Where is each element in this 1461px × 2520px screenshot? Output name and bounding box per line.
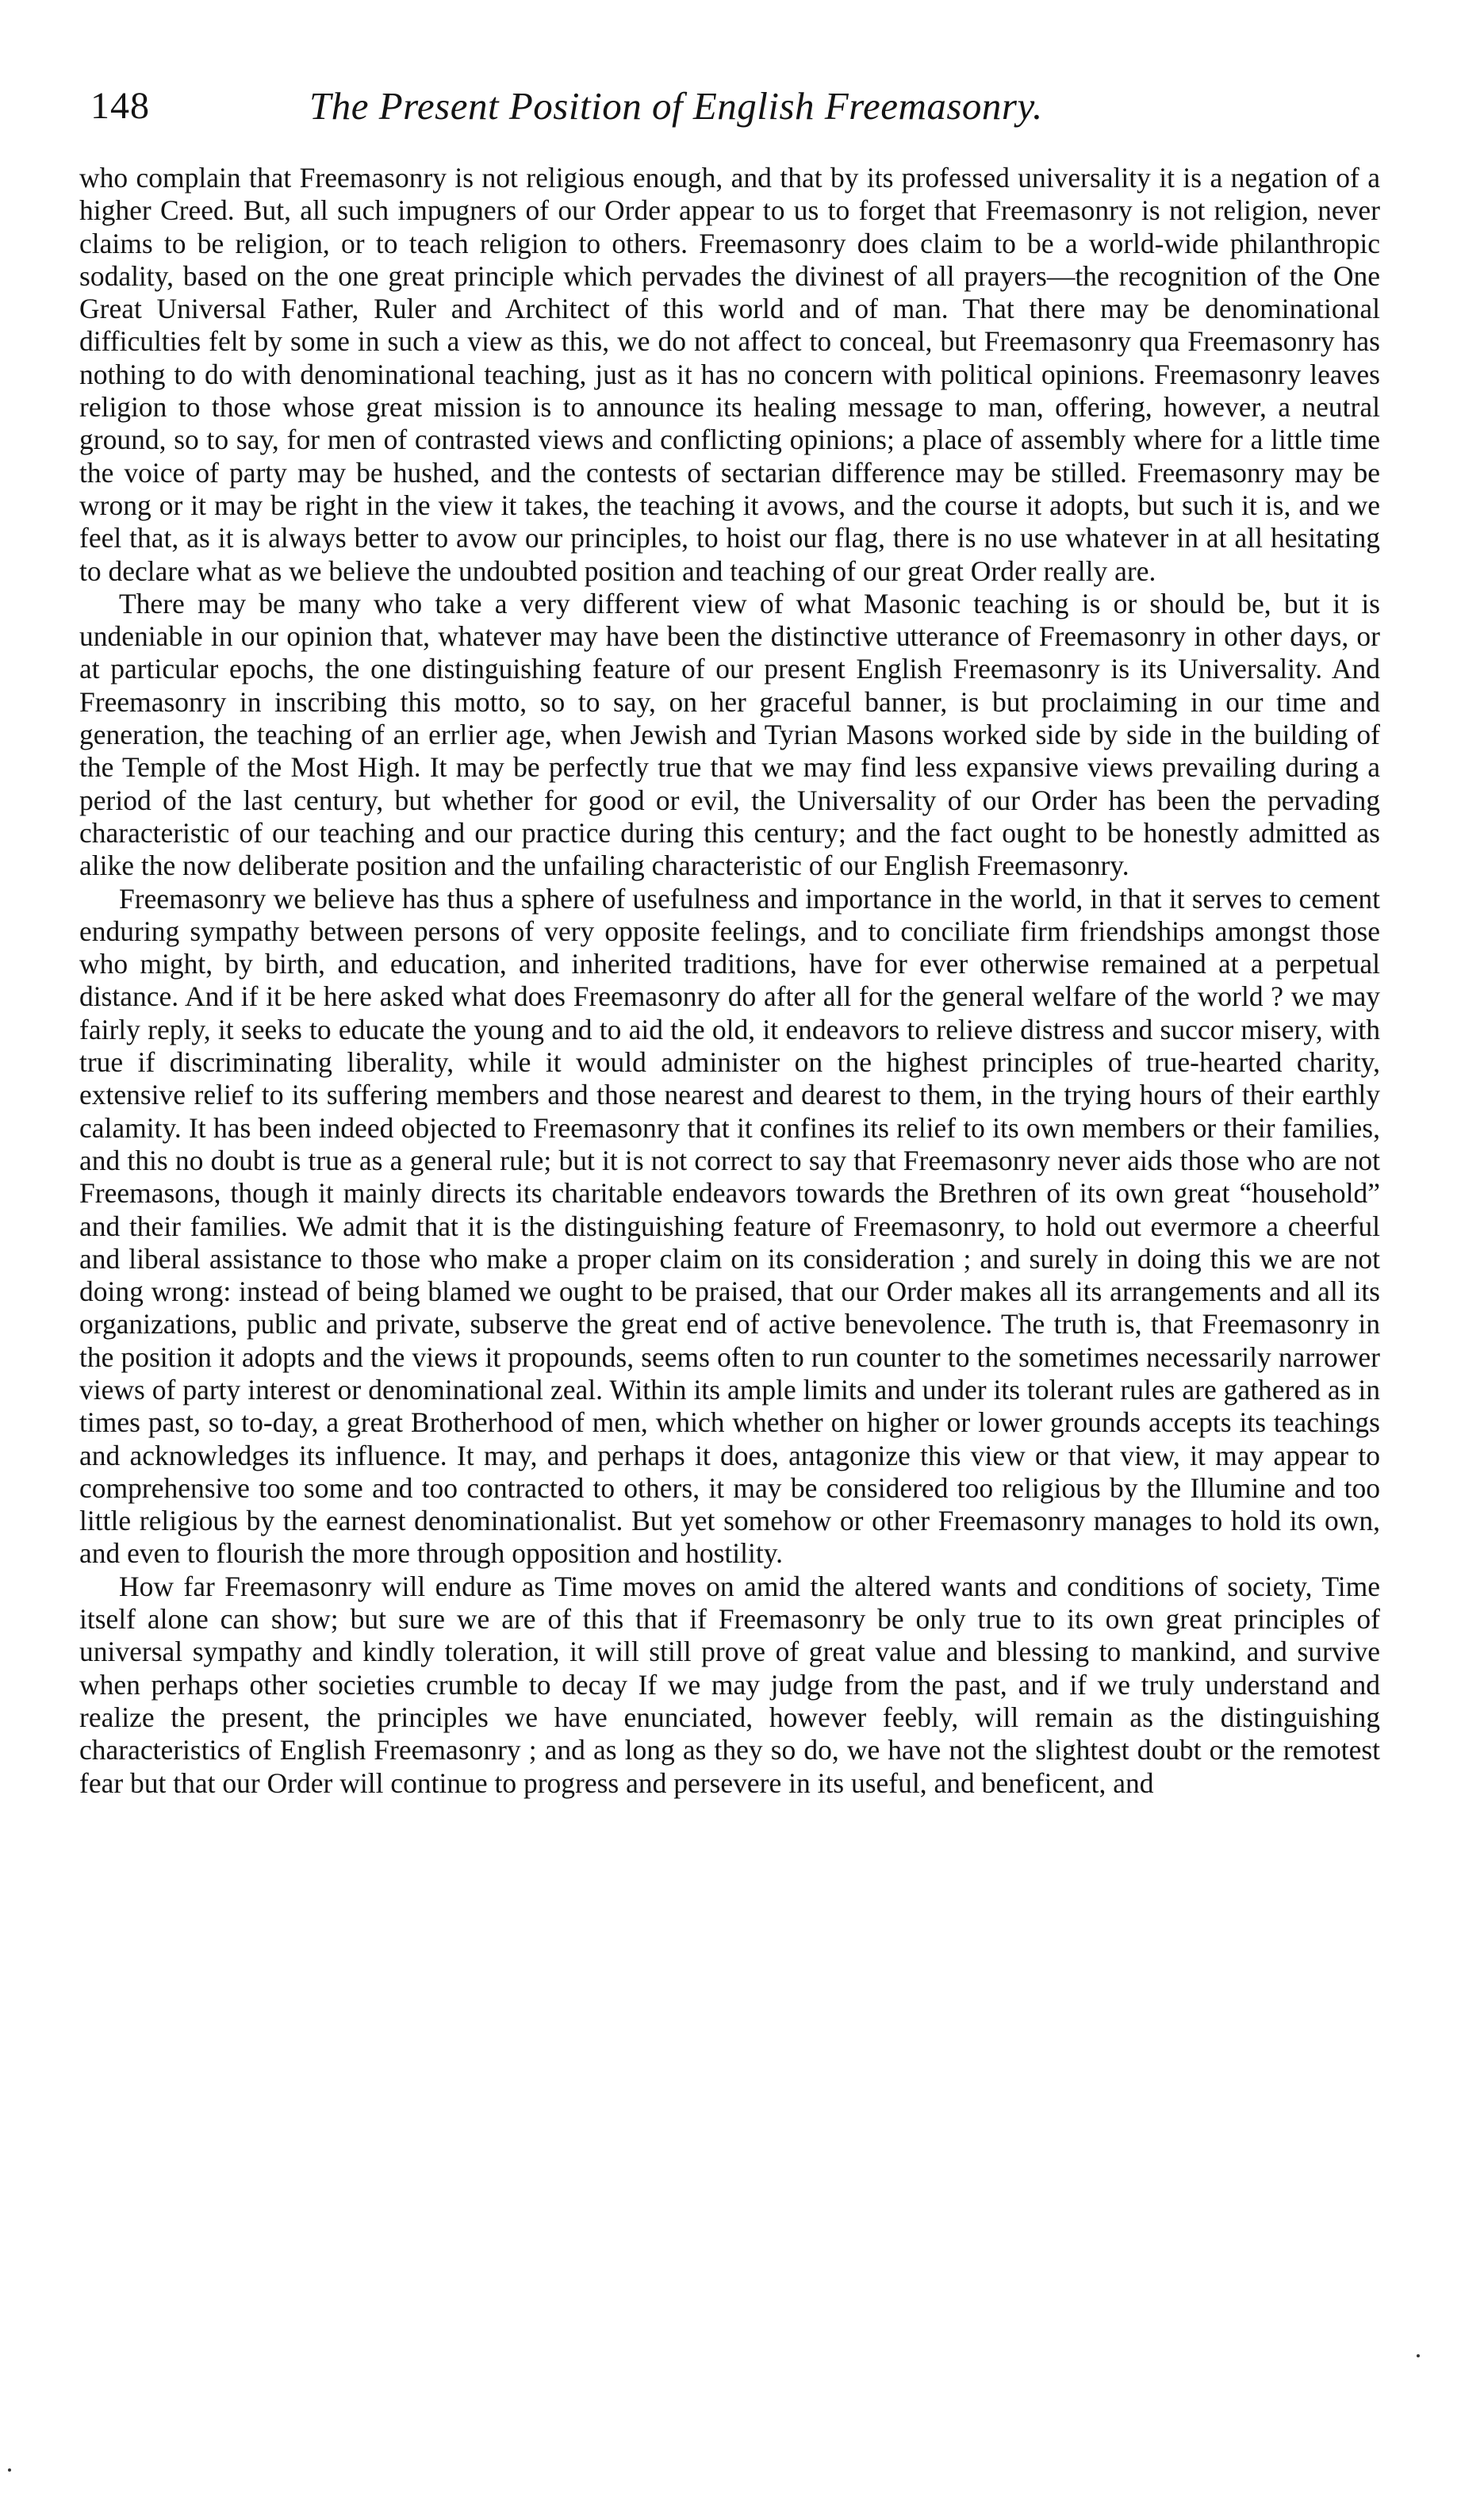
paragraph-2: There may be many who take a very different view of what Masonic teaching is or should be, but it is undeniable in our opinion that, whatever may have been the distinctive utterance of Freemasonry in other days, or at particular epochs, the one distinguishing feature of our present English Freemasonry is its Universality. And Freemasonry in inscribing this motto, so to say, on her graceful banner, is but proclaiming in our time and generation, the teaching of an errlier age, when Jewish and Tyrian Masons worked side by side in the building of the Temple of the Most High. It may be perfectly true that we may find less expansive views prevailing during a period of the last century, but whether for good or evil, the Universality of our Order has been the pervading characteristic of our teaching and our practice during this century; and the fact ought to be honestly admitted as alike the now deliberate position and the unfailing characteristic of our English Freemasonry.	[79, 587, 1380, 882]
running-title: The Present Position of English Freemasonry.	[309, 84, 1043, 128]
paragraph-1: who complain that Freemasonry is not religious enough, and that by its professed universality it is a negation of a higher Creed. But, all such impugners of our Order appear to us to forget that Freemasonry is not religion, never claims to be religion, or to teach religion to others. Freemasonry does claim to be a world-wide philanthropic sodality, based on the one great principle which pervades the divinest of all prayers—the recognition of the One Great Universal Father, Ruler and Architect of this world and of man. That there may be denominational difficulties felt by some in such a view as this, we do not affect to conceal, but Freemasonry qua Freemasonry has nothing to do with denominational teaching, just as it has no concern with political opinions. Freemasonry leaves religion to those whose great mission is to announce its healing message to man, offering, however, a neutral ground, so to say, for men of contrasted views and conflicting opinions; a place of assembly where for a little time the voice of party may be hushed, and the contests of sectarian difference may be stilled. Freemasonry may be wrong or it may be right in the view it takes, the teaching it avows, and the course it adopts, but such it is, and we feel that, as it is always better to avow our principles, to hoist our flag, there is no use whatever in at all hesitating to declare what as we believe the undoubted position and teaching of our great Order really are.	[79, 162, 1380, 587]
running-head	[79, 81, 1380, 132]
paragraph-3: Freemasonry we believe has thus a sphere of usefulness and importance in the world, in that it serves to cement enduring sympathy between persons of very opposite feelings, and to conciliate firm friendships amongst those who might, by birth, and education, and inherited traditions, have for ever otherwise remained at a perpetual distance. And if it be here asked what does Freemasonry do after all for the general welfare of the world ? we may fairly reply, it seeks to educate the young and to aid the old, it endeavors to relieve distress and succor misery, with true if discriminating liberality, while it would administer on the highest principles of true-hearted charity, extensive relief to its suffering members and those nearest and dearest to them, in the trying hours of their earthly calamity. It has been indeed objected to Freemasonry that it confines its relief to its own members or their families, and this no doubt is true as a general rule; but it is not correct to say that Freemasonry never aids those who are not Freemasons, though it mainly directs its charitable endeavors towards the Brethren of its own great “household” and their families. We admit that it is the distinguishing feature of Freemasonry, to hold out evermore a cheerful and liberal assistance to those who make a proper claim on its consideration ; and surely in doing this we are not doing wrong: instead of being blamed we ought to be praised, that our Order makes all its arrangements and all its organizations, public and private, subserve the great end of active benevolence. The truth is, that Freemasonry in the position it adopts and the views it propounds, seems often to run counter to the sometimes necessarily narrower views of party interest or denominational zeal. Within its ample limits and under its tolerant rules are gathered as in times past, so to-day, a great Brotherhood of men, which whether on higher or lower grounds accepts its teachings and acknowledges its influence. It may, and perhaps it does, antagonize this view or that view, it may appear to comprehensive too some and too contracted to others, it may be considered too religious by the Illumine and too little religious by the earnest denominationalist. But yet somehow or other Freemasonry manages to hold its own, and even to flourish the more through opposition and hostility.	[79, 882, 1380, 1570]
print-speck	[8, 2468, 11, 2472]
body-text	[79, 162, 1380, 1800]
print-speck	[1417, 2354, 1420, 2357]
page-number: 148	[90, 85, 150, 127]
paragraph-4: How far Freemasonry will endure as Time moves on amid the altered wants and conditions of society, Time itself alone can show; but sure we are of this that if Freemasonry be only true to its own great principles of universal sympathy and kindly toleration, it will still prove of great value and blessing to mankind, and survive when perhaps other societies crumble to decay If we may judge from the past, and if we truly understand and realize the present, the principles we have enunciated, however feebly, will remain as the distinguishing characteristics of English Freemasonry ; and as long as they so do, we have not the slightest doubt or the remotest fear but that our Order will continue to progress and persevere in its useful, and beneficent, and	[79, 1570, 1380, 1799]
